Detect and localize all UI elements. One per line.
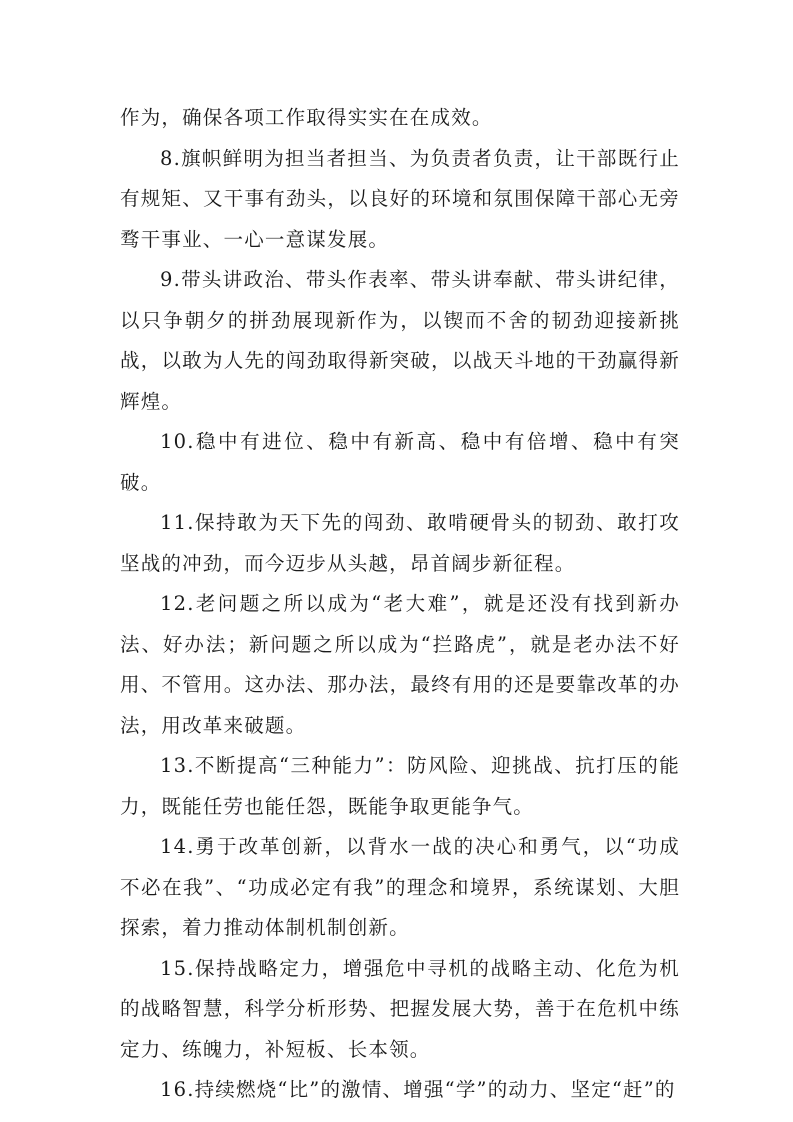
paragraph-item-9: 9.带头讲政治、带头作表率、带头讲奉献、带头讲纪律，以只争朝夕的拼劲展现新作为，以锲而不舍的韧劲迎接新挑战，以敢为人先的闯劲取得新突破，以战天斗地的干劲赢得新辉煌。	[120, 268, 680, 413]
paragraph-item-8: 8.旗帜鲜明为担当者担当、为负责者负责，让干部既行止有规矩、又干事有劲头，以良好的环境和氛围保障干部心无旁骛干事业、一心一意谋发展。	[120, 146, 680, 251]
paragraph-continuation: 作为，确保各项工作取得实实在在成效。	[120, 106, 493, 129]
paragraph-item-12: 12.老问题之所以成为“老大难”，就是还没有找到新办法、好办法；新问题之所以成为“拦路虎”，就是老办法不好用、不管用。这办法、那办法，最终有用的还是要靠改革的办法，用改革来破题。	[120, 592, 680, 737]
paragraph-item-13: 13.不断提高“三种能力”：防风险、迎挑战、抗打压的能力，既能任劳也能任怨，既能争取更能争气。	[120, 754, 680, 818]
paragraph-item-14: 14.勇于改革创新，以背水一战的决心和勇气，以“功成不必在我”、“功成必定有我”的理念和境界，系统谋划、大胆探索，着力推动体制机制创新。	[120, 835, 680, 939]
paragraph-item-15: 15.保持战略定力，增强危中寻机的战略主动、化危为机的战略智慧，科学分析形势、把握发展大势，善于在危机中练定力、练魄力，补短板、长本领。	[120, 956, 680, 1061]
paragraph-item-10: 10.稳中有进位、稳中有新高、稳中有倍增、稳中有突破。	[120, 430, 680, 494]
paragraph-item-11: 11.保持敢为天下先的闯劲、敢啃硬骨头的韧劲、敢打攻坚战的冲劲，而今迈步从头越，昂首阔步新征程。	[120, 511, 680, 575]
paragraph-item-16: 16.持续燃烧“比”的激情、增强“学”的动力、坚定“赶”的	[160, 1078, 676, 1101]
document-body	[120, 98, 680, 1111]
